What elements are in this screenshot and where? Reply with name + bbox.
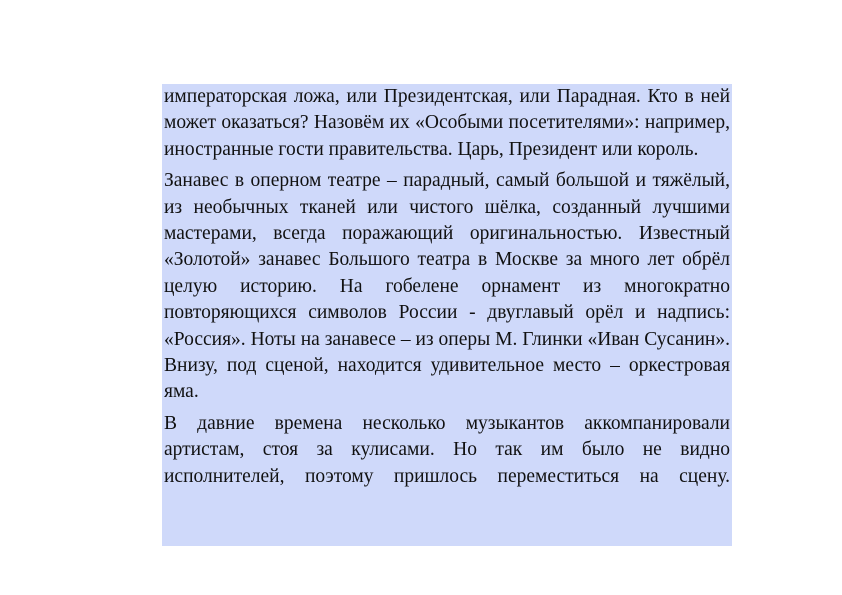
paragraph-2: Занавес в оперном театре – парадный, самый большой и тяжёлый, из необычных тканей или чистого шёлка, созданный лучшими мастерами, всегда поражающий оригинальностью. Известный «Золотой» занавес Большого театра в Москве за много лет обрёл целую историю. На гобелене орнамент из многократно повторяющихся символов России - двуглавый орёл и надпись: «Россия». Ноты на занавесе – из оперы М. Глинки «Иван Сусанин». Внизу, под сценой, находится удивительное место – оркестровая яма. [164, 170, 730, 403]
highlighted-text-block [162, 84, 732, 546]
paragraph-3: В давние времена несколько музыкантов аккомпанировали артистам, стоя за кулисами. Но так им было не видно исполнителей, поэтому пришлось переместиться на сцену. [164, 412, 730, 487]
paragraph-1: императорская ложа, или Президентская, или Парадная. Кто в ней может оказаться? Назовём их «Особыми посетителями»: например, иностранные гости правительства. Царь, Президент или король. [164, 86, 730, 160]
